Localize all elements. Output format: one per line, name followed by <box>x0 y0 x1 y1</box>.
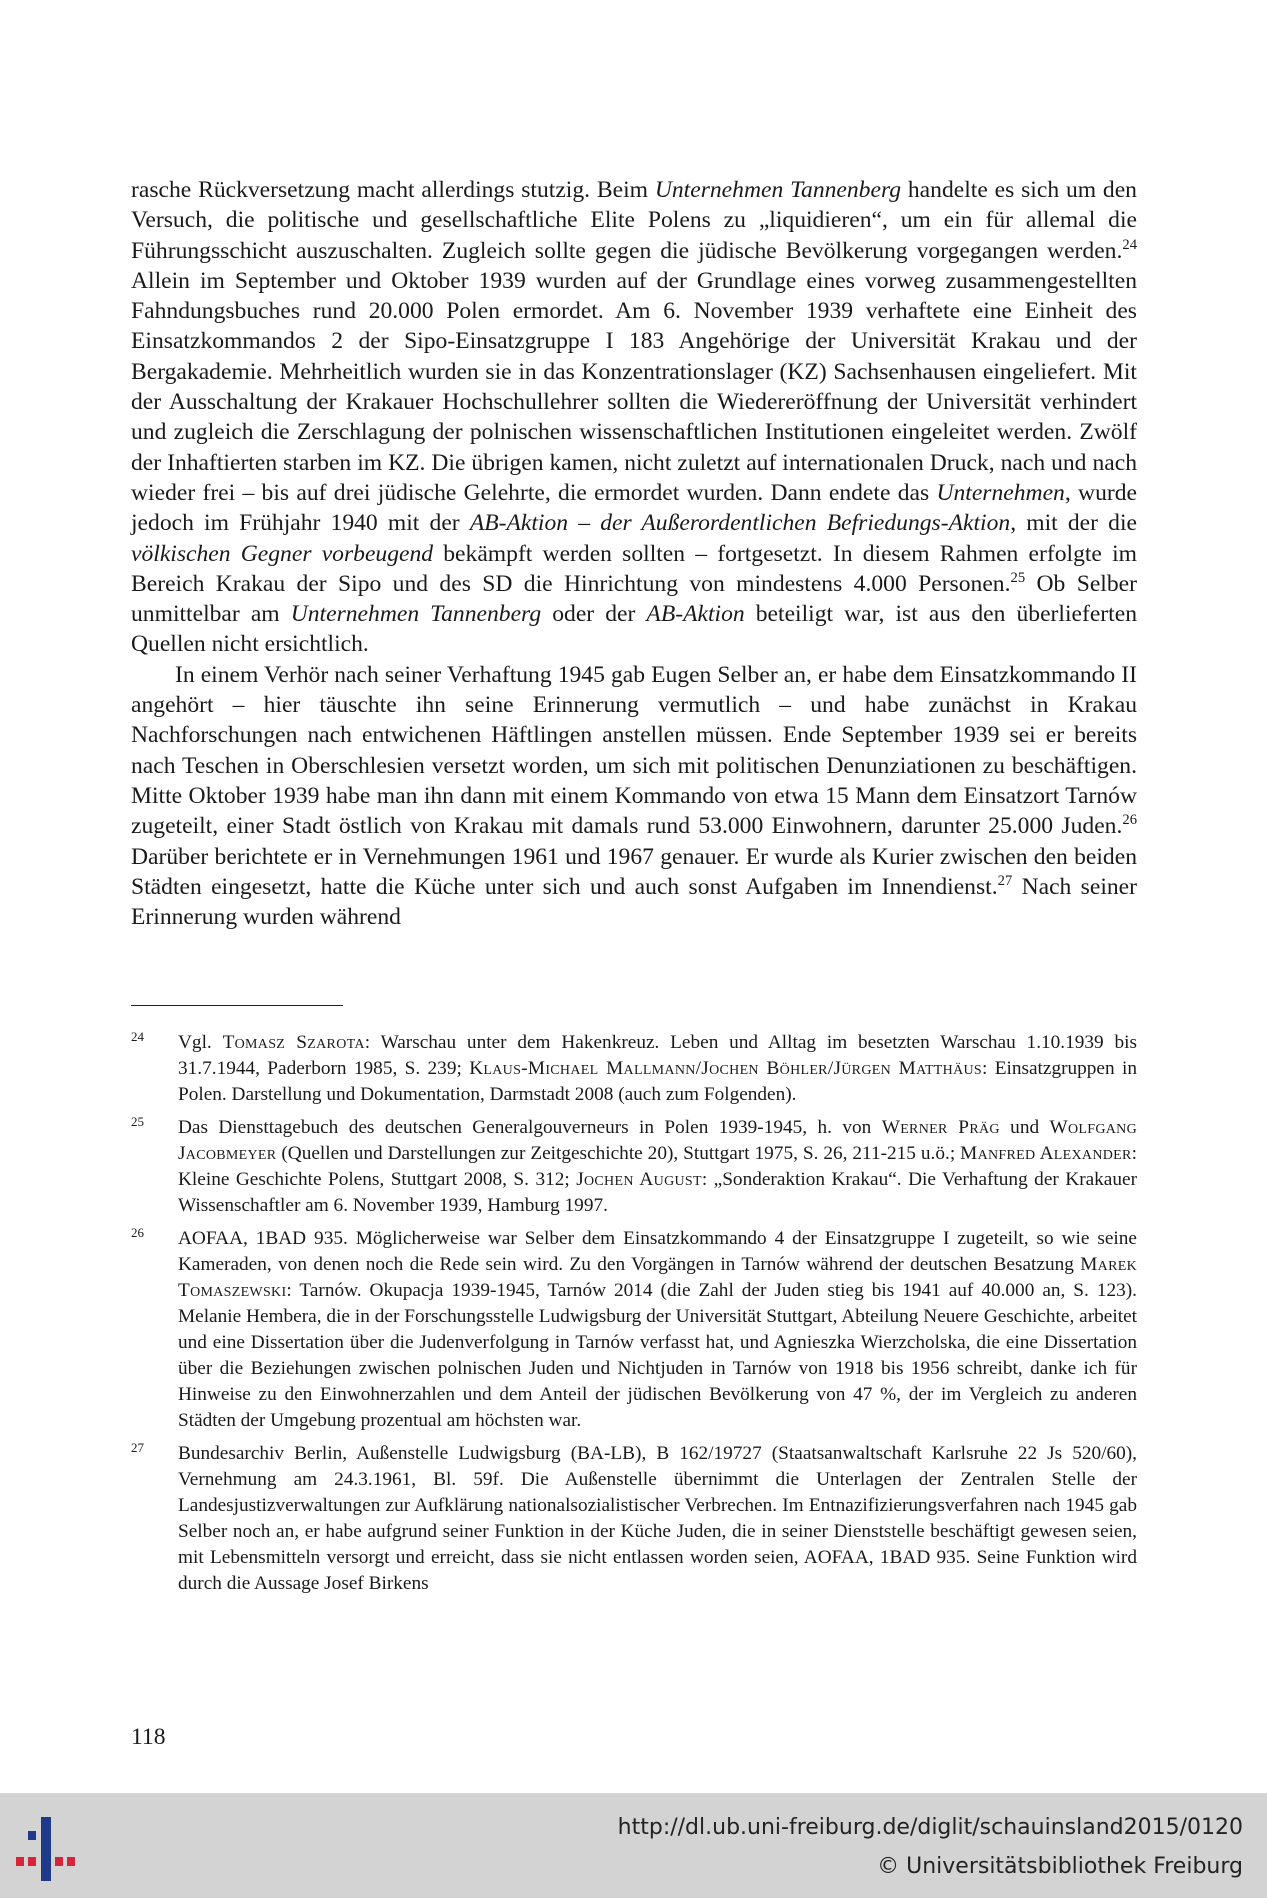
footnote-27 <box>131 1441 1137 1597</box>
footnote-number: 25 <box>131 1114 144 1129</box>
digital-library-link[interactable]: http://dl.ub.uni-freiburg.de/diglit/schauinsland2015/0120 <box>617 1815 1243 1840</box>
footnote-text: Das Diensttagebuch des deutschen Generalgouverneurs in Polen 1939-1945, h. von Werner Präg und Wolfgang Jacobmeyer (Quellen und Darstellungen zur Zeitgeschichte 20), Stuttgart 1975, S. 26, 211-215 u.ö.; Manfred Alexander: Kleine Geschichte Polens, Stuttgart 2008, S. 312; Jochen August: „Sonderaktion Krakau“. Die Verhaftung der Krakauer Wissenschaftler am 6. November 1939, Hamburg 1997. <box>178 1117 1137 1216</box>
footnote-ref-24[interactable]: 24 <box>1122 236 1137 253</box>
footnote-divider <box>131 1005 343 1006</box>
copyright-notice: © Universitätsbibliothek Freiburg <box>877 1854 1243 1879</box>
library-footer <box>0 1793 1267 1898</box>
footnote-number: 26 <box>131 1225 144 1240</box>
paragraph-2: In einem Verhör nach seiner Verhaftung 1945 gab Eugen Selber an, er habe dem Einsatzkommando II angehört – hier täuschte ihn seine Erinnerung vermutlich – und habe zunächst in Krakau Nachforschungen nach entwichenen Häftlingen anstellen müssen. Ende September 1939 sei er bereits nach Teschen in Oberschlesien versetzt worden, um sich mit politischen Denunziationen zu beschäftigen. Mitte Oktober 1939 habe man ihn dann mit einem Kommando von etwa 15 Mann dem Einsatzort Tarnów zugeteilt, einer Stadt östlich von Krakau mit damals rund 53.000 Einwohnern, darunter 25.000 Juden.$^{26}$ Darüber berichtete er in Vernehmungen 1961 und 1967 genauer. Er wurde als Kurier zwischen den beiden Städten eingesetzt, hatte die Küche unter sich und auch sonst Aufgaben im Innendienst.$^{27}$ Nach seiner Erinnerung wurden während <box>131 661 1138 931</box>
footnote-25 <box>131 1115 1137 1219</box>
footnote-text: Bundesarchiv Berlin, Außenstelle Ludwigsburg (BA-LB), B 162/19727 (Staatsanwaltschaft Karlsruhe 22 Js 520/60), Vernehmung am 24.3.1961, Bl. 59f. Die Außenstelle übernimmt die Unterlagen der Zentralen Stelle der Landesjustizverwaltungen zur Aufklärung nationalsozialistischer Verbrechen. Im Entnazifizierungsverfahren nach 1945 gab Selber noch an, er habe aufgrund seiner Funktion in der Küche Juden, die in seiner Dienststelle beschäftigt gewesen seien, mit Lebensmitteln versorgt und erreicht, dass sie nicht entlassen worden seien, AOFAA, 1BAD 935. Seine Funktion wird durch die Aussage Josef Birkens <box>178 1443 1137 1594</box>
footnotes <box>131 1030 1137 1604</box>
footnote-ref-26[interactable]: 26 <box>1122 812 1137 829</box>
page-number: 118 <box>131 1724 166 1750</box>
footnote-text: AOFAA, 1BAD 935. Möglicherweise war Selber dem Einsatzkommando 4 der Einsatzgruppe I zugeteilt, so wie seine Kameraden, von denen noch die Rede sein wird. Zu den Vorgängen in Tarnów während der deutschen Besatzung Marek Tomaszewski: Tarnów. Okupacja 1939-1945, Tarnów 2014 (die Zahl der Juden stieg bis 1941 auf 40.000 an, S. 123). Melanie Hembera, die in der Forschungsstelle Ludwigsburg der Universität Stuttgart, Abteilung Neuere Geschichte, arbeitet und eine Dissertation über die Judenverfolgung in Tarnów verfasst hat, und Agnieszka Wierzcholska, die eine Dissertation über die Beziehungen zwischen polnischen Juden und Nichtjuden in Tarnów von 1918 bis 1956 schreibt, danke ich für Hinweise zu den Einwohnerzahlen und dem Anteil der jüdischen Bevölkerung von 47 %, der im Vergleich zu anderen Städten der Umgebung prozentual am höchsten war. <box>178 1228 1137 1431</box>
footnote-text: Vgl. Tomasz Szarota: Warschau unter dem Hakenkreuz. Leben und Alltag im besetzten Warschau 1.10.1939 bis 31.7.1944, Paderborn 1985, S. 239; Klaus-Michael Mallmann/Jochen Böhler/Jürgen Matthäus: Einsatzgruppen in Polen. Darstellung und Dokumentation, Darmstadt 2008 (auch zum Folgenden). <box>178 1032 1138 1105</box>
body-text <box>131 175 1137 932</box>
footnote-number: 24 <box>131 1029 144 1044</box>
footnote-ref-27[interactable]: 27 <box>997 872 1013 889</box>
footnote-number: 27 <box>131 1440 144 1455</box>
ub-freiburg-logo-icon <box>14 1811 78 1887</box>
footnote-24 <box>131 1030 1137 1108</box>
footnote-26 <box>131 1226 1137 1434</box>
paragraph-1: rasche Rückversetzung macht allerdings stutzig. Beim Unternehmen Tannenberg handelte es sich um den Versuch, die politische und gesellschaftliche Elite Polens zu „liquidieren“, um ein für allemal die Führungsschicht auszuschalten. Zugleich sollte gegen die jüdische Bevölkerung vorgegangen werden.$^{24}$ Allein im September und Oktober 1939 wurden auf der Grundlage eines vorweg zusammengestellten Fahndungsbuches rund 20.000 Polen ermordet. Am 6. November 1939 verhaftete eine Einheit des Einsatzkommandos 2 der Sipo-Einsatzgruppe I 183 Angehörige der Universität Krakau und der Bergakademie. Mehrheitlich wurden sie in das Konzentrationslager (KZ) Sachsenhausen eingeliefert. Mit der Ausschaltung der Krakauer Hochschullehrer sollten die Wiedereröffnung der Universität verhindert und zugleich die Zerschlagung der polnischen wissenschaftlichen Institutionen eingeleitet werden. Zwölf der Inhaftierten starben im KZ. Die übrigen kamen, nicht zuletzt auf internationalen Druck, nach und nach wieder frei – bis auf drei jüdische Gelehrte, die ermordet wurden. Dann endete das Unternehmen, wurde jedoch im Frühjahr 1940 mit der AB-Aktion – der Außerordentlichen Befriedungs-Aktion, mit der die völkischen Gegner vorbeugend bekämpft werden sollten – fortgesetzt. In diesem Rahmen erfolgte im Bereich Krakau der Sipo und des SD die Hinrichtung von mindestens 4.000 Personen.$^{25}$ Ob Selber unmittelbar am Unternehmen Tannenberg oder der AB-Aktion beteiligt war, ist aus den überlieferten Quellen nicht ersichtlich. <box>131 177 1137 658</box>
footnote-ref-25[interactable]: 25 <box>1010 570 1026 586</box>
